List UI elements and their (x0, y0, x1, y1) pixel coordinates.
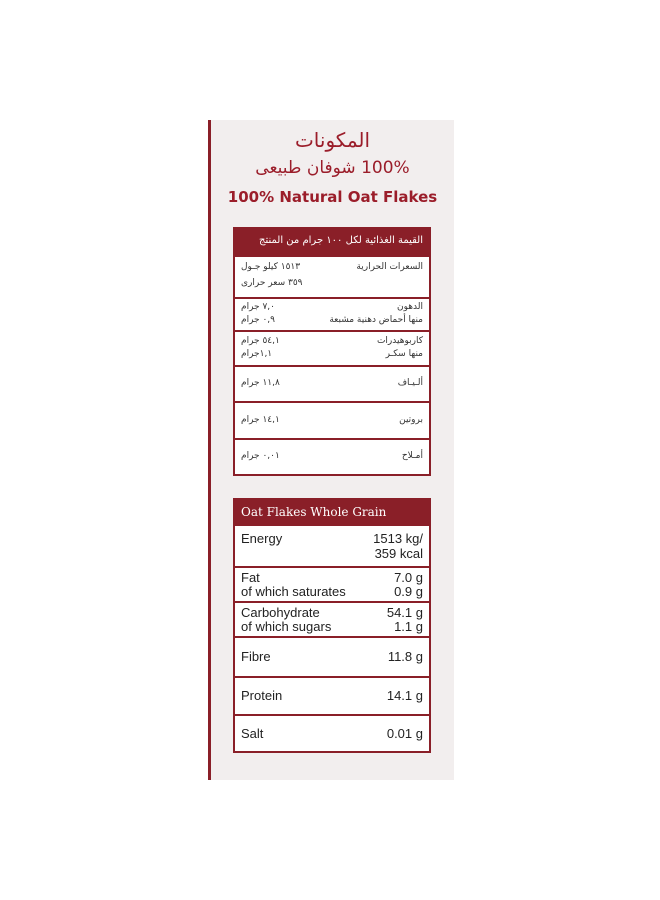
arabic-value: ١٥١٣ كيلو جـول (241, 262, 301, 272)
arabic-row-salt (235, 440, 429, 474)
arabic-row-fibre (235, 367, 429, 401)
arabic-value: ١,١جرام (241, 349, 273, 359)
english-nutrition-table (233, 498, 431, 753)
english-row-energy (235, 526, 429, 566)
oat-package-panel (208, 120, 454, 780)
english-label: Protein (241, 688, 283, 703)
arabic-value: ١١,٨ جرام (241, 378, 280, 388)
arabic-value: ٠,٠١ جرام (241, 451, 280, 461)
arabic-label: ألـيـاف (397, 378, 423, 388)
english-label: Fibre (241, 649, 271, 664)
english-table-heading: Oat Flakes Whole Grain (241, 505, 387, 519)
english-label: Energy (241, 531, 283, 546)
arabic-nutrition-table (233, 227, 431, 476)
arabic-row-protein (235, 403, 429, 438)
arabic-value: ٠,٩ جرام (241, 315, 275, 325)
english-label: of which saturates (241, 584, 346, 599)
arabic-row-fat (235, 299, 429, 330)
arabic-value: ١٤,١ جرام (241, 415, 280, 425)
arabic-label: منها أحماض دهنية مشبعة (329, 315, 423, 325)
english-label: Carbohydrate (241, 605, 320, 620)
english-value: 14.1 g (386, 688, 423, 703)
arabic-row-energy (235, 257, 429, 297)
english-title: 100% Natural Oat Flakes (227, 188, 438, 206)
arabic-value: ٥٤,١ جرام (241, 336, 280, 346)
arabic-value: ٧,٠ جرام (241, 302, 275, 312)
english-row-carbohydrate (235, 603, 429, 636)
arabic-label: بروتين (399, 415, 423, 425)
english-label: of which sugars (241, 619, 332, 634)
english-value: 0.01 g (386, 726, 423, 741)
arabic-label: أمـلاح (401, 451, 423, 461)
english-value: 7.0 g (394, 570, 423, 585)
english-value: 54.1 g (386, 605, 423, 620)
english-value: 11.8 g (387, 649, 423, 664)
english-value: 1513 kg/ (373, 531, 423, 546)
arabic-subtitle: 100% شوفان طبيعى (255, 158, 410, 178)
english-label: Fat (241, 570, 260, 585)
arabic-table-heading: القيمة الغذائية لكل ١٠٠ جرام من المنتج (259, 235, 423, 246)
english-row-protein (235, 678, 429, 714)
arabic-title: المكونات (294, 128, 371, 152)
arabic-value: ٣٥٩ سعر حرارى (241, 278, 303, 288)
english-row-salt (235, 716, 429, 751)
english-label: Salt (241, 726, 264, 741)
english-value: 1.1 g (394, 619, 423, 634)
arabic-label: السعرات الحرارية (356, 262, 423, 272)
english-value: 0.9 g (394, 584, 423, 599)
arabic-label: الدهون (397, 302, 423, 312)
english-value: 359 kcal (374, 546, 423, 561)
arabic-label: منها سكـر (385, 349, 423, 359)
english-row-fibre (235, 638, 429, 676)
arabic-label: كاربوهيدرات (376, 336, 423, 346)
arabic-row-carbohydrate (235, 332, 429, 365)
english-row-fat (235, 568, 429, 601)
